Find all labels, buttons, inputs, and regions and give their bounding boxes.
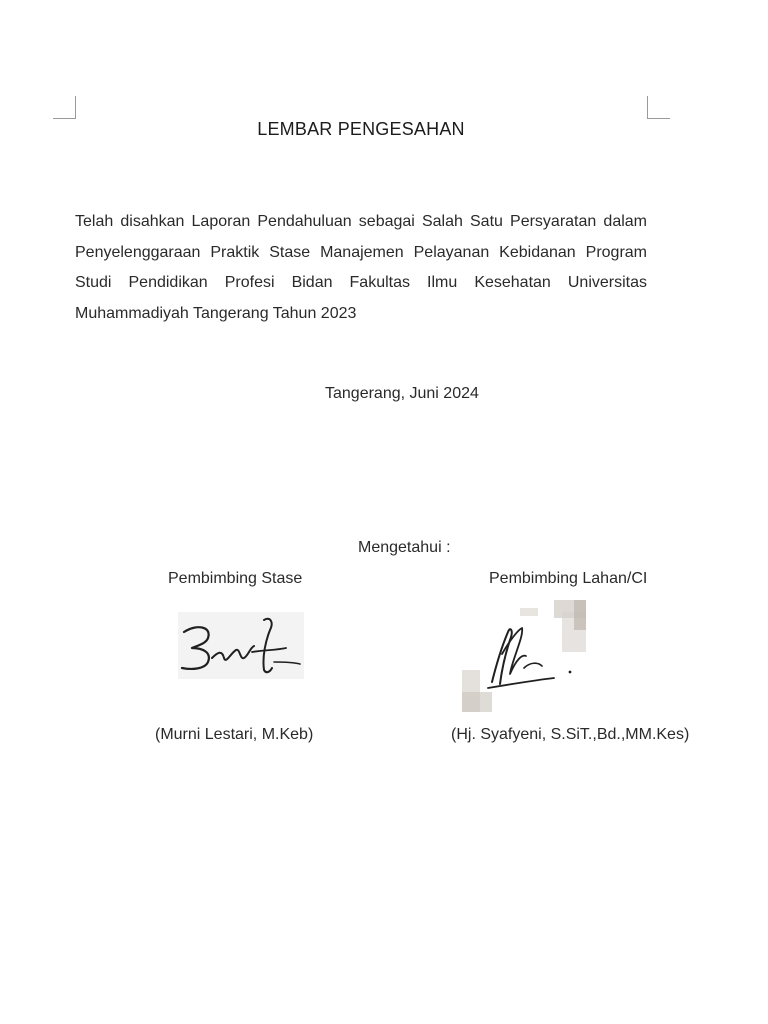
right-signature-scribble (462, 600, 586, 712)
page-title: LEMBAR PENGESAHAN (257, 119, 465, 139)
right-signature-image (462, 600, 586, 712)
place-date: Tangerang, Juni 2024 (325, 385, 479, 402)
left-signatory-role: Pembimbing Stase (168, 570, 303, 587)
page-corner-mark-top-left (53, 96, 76, 119)
right-signatory-name: (Hj. Syafyeni, S.SiT.,Bd.,MM.Kes) (451, 726, 690, 743)
page-corner-mark-top-right (647, 96, 670, 119)
approval-statement: Telah disahkan Laporan Pendahuluan sebagai Salah Satu Persyaratan dalam Penyelenggaraan Praktik Stase Manajemen Pelayanan Kebidanan Program Studi Pendidikan Profesi Bidan Fakultas Ilmu Kesehatan Universitas Muhammadiyah Tangerang Tahun 2023 (75, 213, 647, 322)
left-signature-image (178, 612, 304, 679)
left-signature-scribble (178, 612, 304, 679)
right-signatory-role: Pembimbing Lahan/CI (489, 570, 648, 587)
acknowledged-label: Mengetahui : (358, 539, 451, 556)
left-signatory-name: (Murni Lestari, M.Keb) (155, 726, 314, 743)
